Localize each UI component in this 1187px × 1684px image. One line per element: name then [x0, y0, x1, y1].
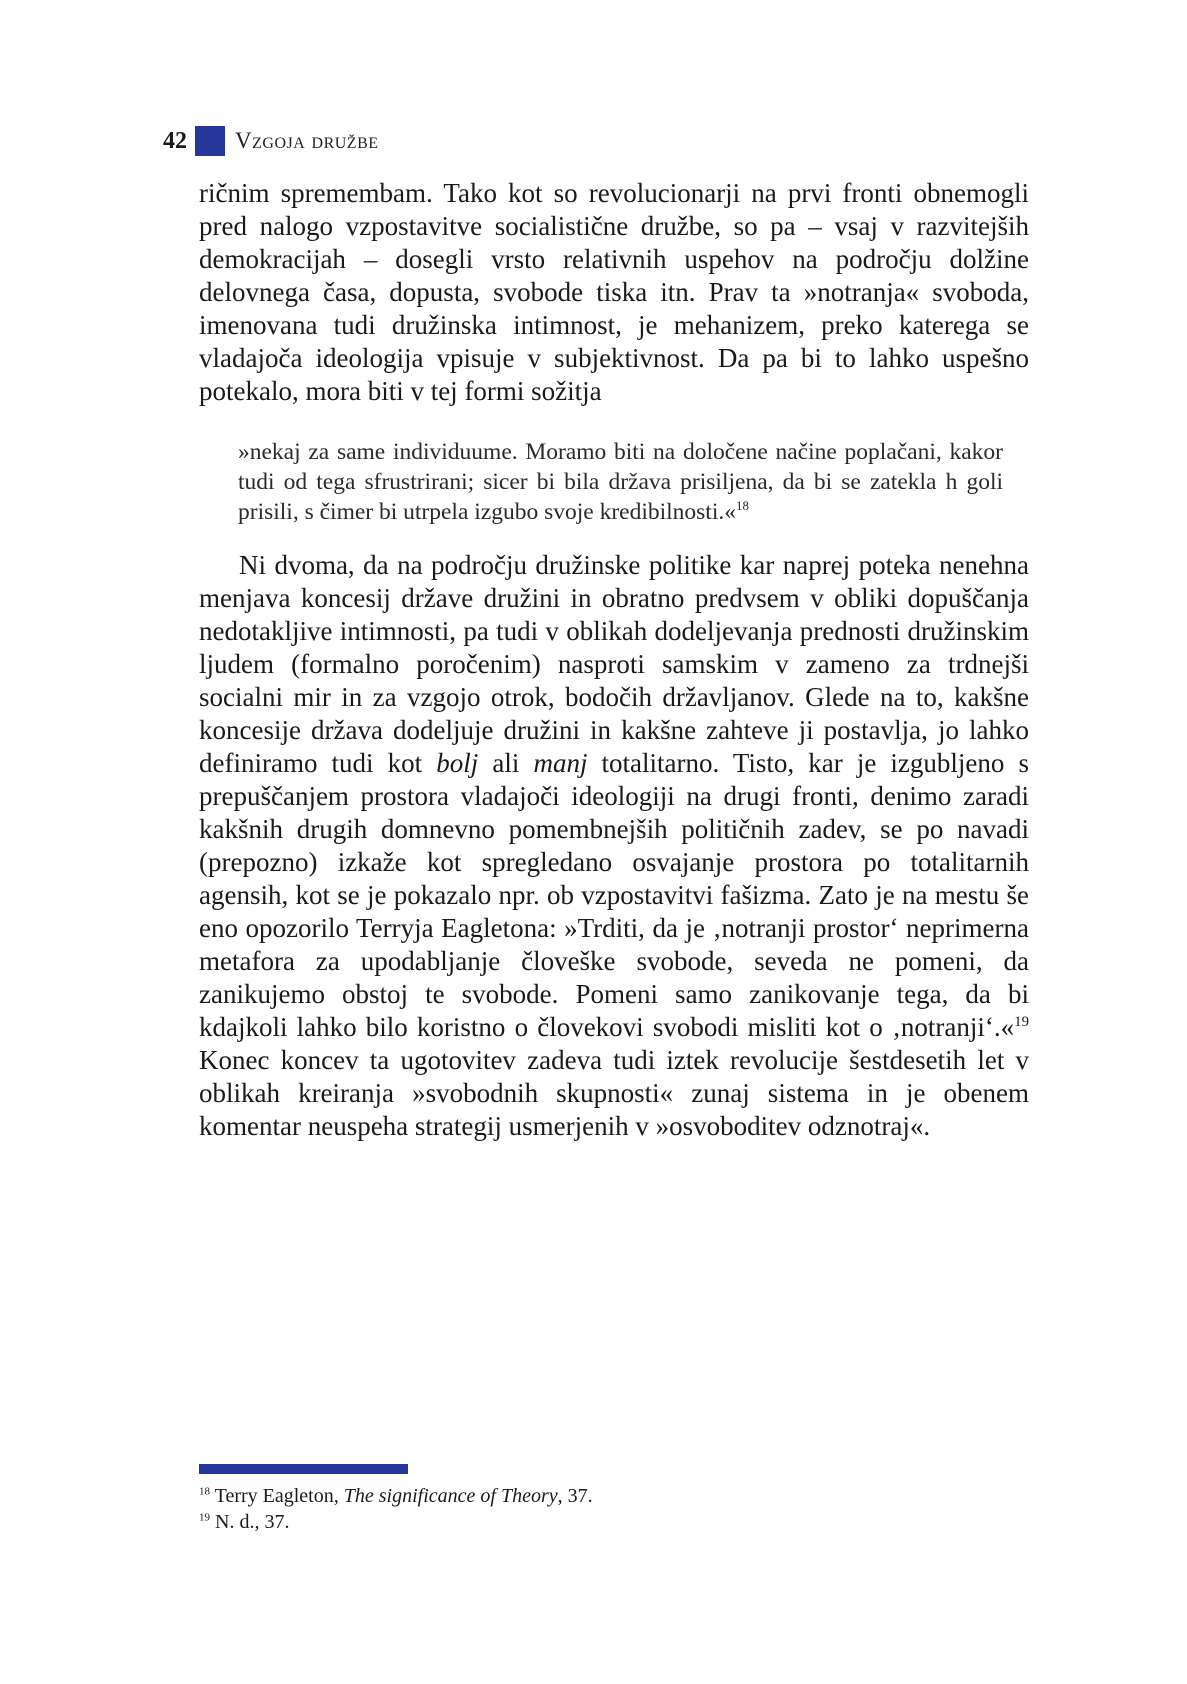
footnote-ref-19[interactable]: 19: [1014, 1014, 1029, 1030]
block-quote: [238, 437, 1003, 527]
emphasis-manj: manj: [533, 748, 588, 778]
footnote-ref-18[interactable]: 18: [736, 498, 749, 514]
para2-text-d: Konec koncev ta ugotovitev zadeva tudi iztek revolucije šestdesetih let v oblikah kreiranja »svobodnih skupnosti« zunaj sistema in je obenem komentar neuspeha strategij usmerjenih v »osvoboditev odznotraj«.: [199, 1045, 1029, 1141]
footnote-text: Terry Eagleton,: [210, 1485, 344, 1507]
running-title: Vzgoja družbe: [235, 128, 379, 153]
para2-text-c: totalitarno. Tisto, kar je izgubljeno s prepuščanjem prostora vladajoči ideologiji na drugi fronti, denimo zaradi kakšnih drugih domnevno pomembnejših političnih zadev, se po navadi (prepozno) izkaže kot spregledano osvajanje prostora po totalitarnih agensih, kot se je pokazalo npr. ob vzpostavitvi fašizma. Zato je na mestu še eno opozorilo Terryja Eagletona: »Trditi, da je ‚notranji prostor‘ neprimerna metafora za upodabljanje človeške svobode, seveda ne pomeni, da zanikujemo obstoj te svobode. Pomeni samo zanikovanje tega, da bi kdajkoli lahko bilo koristno o človekovi svobodi misliti kot o ‚notranji‘.«: [199, 748, 1029, 1042]
para2-text-a: Ni dvoma, da na področju družinske politike kar naprej poteka nenehna menjava koncesij države družini in obratno predvsem v obliki dopuščanja nedotakljive intimnosti, pa tudi v oblikah dodeljevanja prednosti družinskim ljudem (formalno poročenim) nasproti samskim v zameno za trdnejši socialni mir in za vzgojo otrok, bodočih državljanov. Glede na to, kakšne koncesije država dodeljuje družini in kakšne zahteve ji postavlja, jo lahko definiramo tudi kot: [199, 550, 1029, 778]
footnote-number: 19: [199, 1511, 210, 1524]
footnote-18: [199, 1483, 593, 1509]
page-number: 42: [163, 127, 187, 154]
body-paragraph-1: ričnim spremembam. Tako kot so revolucionarji na prvi fronti obnemogli pred nalogo vzpostavitve socialistične družbe, so pa – vsaj v razvitejših demokracijah – dosegli vrsto relativnih uspehov na področju dolžine delovnega časa, dopusta, svobode tiska itn. Prav ta »notranja« svoboda, imenovana tudi družinska intimnost, je mehanizem, preko katerega se vladajoča ideologija vpisuje v subjektivnost. Da pa bi to lahko uspešno potekalo, mora biti v tej formi sožitja: [199, 178, 1029, 406]
footnote-text-end: , 37.: [557, 1485, 593, 1507]
footnote-number: 18: [199, 1485, 210, 1498]
footnote-separator: [199, 1464, 408, 1474]
quote-text: »nekaj za same individuume. Moramo biti na določene načine poplačani, kakor tudi od tega sfrustrirani; sicer bi bila država prisiljena, da bi se zatekla h goli prisili, s čimer bi utrpela izgubo svoje kredibilnosti.«: [238, 439, 1003, 525]
footnotes: [199, 1483, 593, 1535]
footnote-19: [199, 1509, 593, 1535]
emphasis-bolj: bolj: [436, 748, 479, 778]
body-paragraph-2: [199, 549, 1029, 1143]
footnote-book-title: The significance of Theory: [343, 1485, 558, 1507]
para2-text-b: ali: [478, 748, 534, 778]
footnote-text: N. d., 37.: [210, 1511, 290, 1533]
header-marker-square: [195, 126, 225, 156]
running-header: [163, 124, 379, 158]
